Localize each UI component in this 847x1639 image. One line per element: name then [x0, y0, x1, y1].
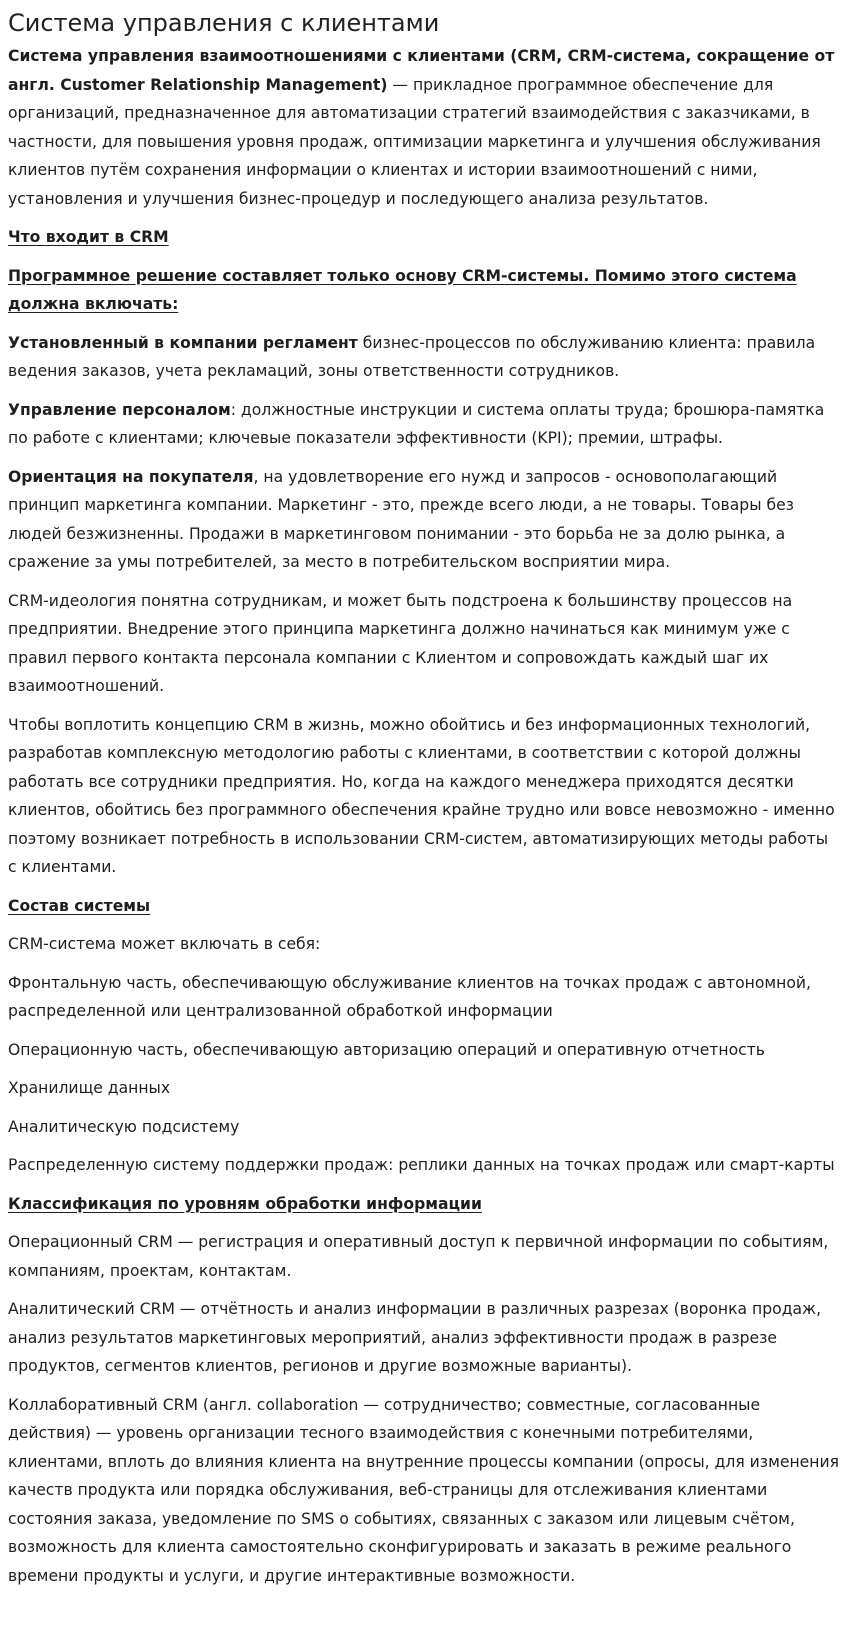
personnel-bold: Управление персоналом: [8, 400, 231, 419]
intro-text: — прикладное программное обеспечение для организаций, предназначенное для автоматизации стратегий взаимодействия с заказчиками, в частности, для повышения уровня продаж, оптимизации маркетинга и улучшения обслуживания клиентов путём сохранения информации о клиентах и истории взаимоотношений с ними, установления и улучшения бизнес-процедур и последующего анализа результатов.: [8, 75, 821, 208]
composition-item: Хранилище данных: [8, 1079, 171, 1097]
composition-item: Распределенную систему поддержки продаж: реплики данных на точках продаж или смарт-карты: [8, 1156, 835, 1174]
intro-paragraph: [8, 42, 839, 213]
orientation-bold: Ориентация на покупателя: [8, 467, 254, 486]
section-heading-classification: [8, 1190, 839, 1219]
operational-crm-paragraph: Операционный CRM — регистрация и оперативный доступ к первичной информации по событиям, компаниям, проектам, контактам.: [8, 1233, 829, 1280]
page-title: Система управления с клиентами: [8, 9, 440, 37]
subheading-text: Программное решение составляет только основу CRM-системы. Помимо этого система должна включать:: [8, 266, 797, 313]
composition-lead: CRM-система может включать в себя:: [8, 935, 321, 953]
intro-definition: Система управления взаимоотношениями с клиентами (CRM, CRM-система, сокращение от англ. Customer Relationship Management): [8, 47, 835, 94]
reglament-text: бизнес-процессов по обслуживанию клиента: правила ведения заказов, учета рекламаций, зоны ответственности сотрудников.: [8, 333, 816, 380]
personnel-paragraph: [8, 396, 839, 453]
reglament-paragraph: [8, 329, 839, 386]
section-heading-text: Что входит в CRM: [8, 228, 169, 246]
composition-heading-text: Состав системы: [8, 896, 151, 915]
concept-paragraph: Чтобы воплотить концепцию CRM в жизнь, можно обойтись и без информационных технологий, разработав комплексную методологию работы с клиентами, в соответствии с которой должны работать все сотрудники предприятия. Но, когда на каждого менеджера приходятся десятки клиентов, обойтись без программного обеспечения крайне трудно или вовсе невозможно - именно поэтому возникает потребность в использовании CRM-систем, автоматизирующих методы работы с клиентами.: [8, 715, 835, 876]
composition-item: Операционную часть, обеспечивающую авторизацию операций и оперативную отчетность: [8, 1040, 765, 1059]
orientation-paragraph: [8, 463, 839, 577]
composition-item: Фронтальную часть, обеспечивающую обслуживание клиентов на точках продаж с автономной, распределенной или централизованной обработкой информации: [8, 973, 811, 1020]
analytical-crm-paragraph: Аналитический CRM — отчётность и анализ информации в различных разрезах (воронка продаж, анализ результатов маркетинговых мероприятий, анализ эффективности продаж в разрезе продуктов, сегментов клиентов, регионов и другие возможные варианты).: [8, 1300, 822, 1375]
orientation-text: , на удовлетворение его нужд и запросов - основополагающий принцип маркетинга компании. Маркетинг - это, прежде всего люди, а не товары. Товары без людей безжизненны. Продажи в маркетинговом понимании - это борьба не за долю рынка, а сражение за умы потребителей, за место в потребительском восприятии мира.: [8, 467, 794, 571]
ideology-paragraph: CRM-идеология понятна сотрудникам, и может быть подстроена к большинству процессов на предприятии. Внедрение этого принципа маркетинга должно начинаться как минимум уже с правил первого контакта персонала компании с Клиентом и сопровождать каждый шаг их взаимоотношений.: [8, 591, 793, 695]
reglament-bold: Установленный в компании регламент: [8, 333, 358, 352]
classification-heading-text: Классификация по уровням обработки информации: [8, 1194, 482, 1213]
composition-item: Аналитическую подсистему: [8, 1117, 240, 1136]
personnel-text: : должностные инструкции и система оплаты труда; брошюра-памятка по работе с клиентами; ключевые показатели эффективности (KPI); премии, штрафы.: [8, 400, 825, 447]
section-subheading-includes: [8, 262, 839, 319]
collaborative-crm-paragraph: Коллаборативный CRM (англ. collaboration — сотрудничество; совместные, согласованные действия) — уровень организации тесного взаимодействия с конечными потребителями, клиентами, вплоть до влияния клиента на внутренние процессы компании (опросы, для изменения качеств продукта или порядка обслуживания, веб-страницы для отслеживания клиентами состояния заказа, уведомление по SMS о событиях, связанных с заказом или лицевым счётом, возможность для клиента самостоятельно сконфигурировать и заказать в режиме реального времени продукты и услуги, и другие интерактивные возможности.: [8, 1395, 839, 1585]
section-heading-crm-contents: [8, 223, 839, 252]
section-heading-composition: [8, 892, 839, 921]
